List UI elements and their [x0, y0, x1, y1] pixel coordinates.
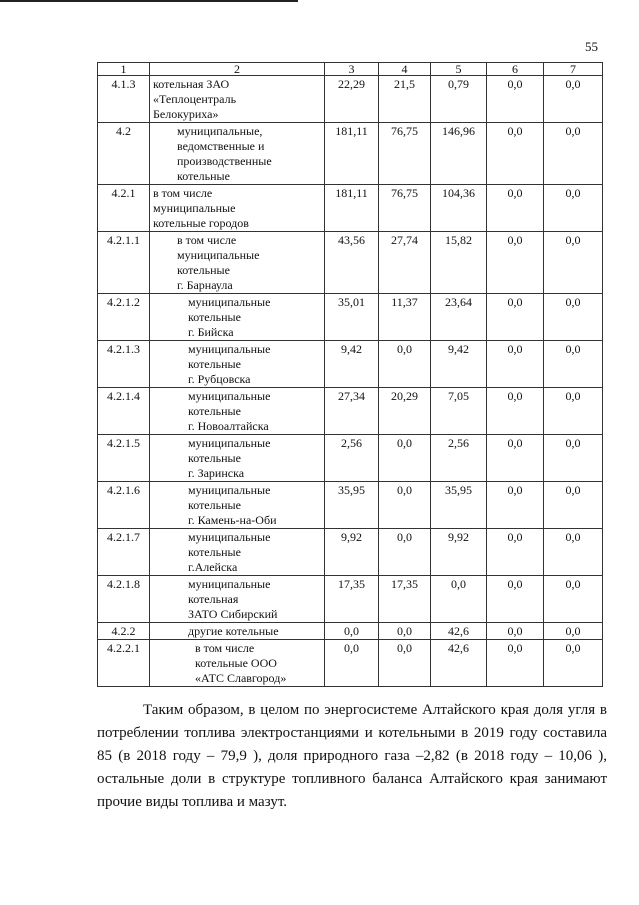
value-cell: 0,0	[487, 529, 544, 576]
row-name	[150, 185, 325, 232]
value-cell: 0,0	[487, 640, 544, 687]
value-cell: 35,95	[431, 482, 487, 529]
table-row	[98, 294, 603, 341]
row-name-line: г. Заринска	[188, 466, 245, 480]
table-row	[98, 232, 603, 294]
row-name-line: котельная ЗАО	[153, 77, 230, 91]
row-name-line: муниципальные	[188, 577, 271, 591]
row-name-line: «АТС Славгород»	[195, 671, 287, 685]
column-header: 4	[379, 63, 431, 76]
table-row	[98, 185, 603, 232]
row-code: 4.2.1.7	[98, 529, 150, 576]
row-name-line: котельные	[177, 169, 230, 183]
table-row	[98, 388, 603, 435]
value-cell: 35,95	[325, 482, 379, 529]
value-cell: 2,56	[431, 435, 487, 482]
row-code: 4.2.1.1	[98, 232, 150, 294]
table-row	[98, 341, 603, 388]
table-row	[98, 435, 603, 482]
value-cell: 0,0	[487, 435, 544, 482]
value-cell: 0,0	[544, 76, 603, 123]
value-cell: 0,0	[431, 576, 487, 623]
value-cell: 7,05	[431, 388, 487, 435]
table-row	[98, 482, 603, 529]
value-cell: 181,11	[325, 123, 379, 185]
row-name-line: в том числе	[177, 233, 237, 247]
value-cell: 23,64	[431, 294, 487, 341]
table-row	[98, 576, 603, 623]
row-name-line: муниципальные	[188, 389, 271, 403]
value-cell: 146,96	[431, 123, 487, 185]
value-cell: 0,0	[487, 185, 544, 232]
row-name	[150, 576, 325, 623]
value-cell: 21,5	[379, 76, 431, 123]
row-name	[150, 76, 325, 123]
row-name	[150, 640, 325, 687]
value-cell: 0,0	[325, 623, 379, 640]
row-name	[150, 435, 325, 482]
value-cell: 0,0	[487, 76, 544, 123]
value-cell: 0,0	[379, 623, 431, 640]
row-code: 4.2.1.6	[98, 482, 150, 529]
value-cell: 20,29	[379, 388, 431, 435]
table-row	[98, 76, 603, 123]
value-cell: 0,0	[544, 123, 603, 185]
row-name-line: котельная	[188, 592, 239, 606]
value-cell: 9,92	[325, 529, 379, 576]
value-cell: 104,36	[431, 185, 487, 232]
row-name-line: муниципальные	[188, 295, 271, 309]
value-cell: 0,0	[544, 185, 603, 232]
row-name	[150, 341, 325, 388]
value-cell: 181,11	[325, 185, 379, 232]
row-name-line: муниципальные	[188, 342, 271, 356]
value-cell: 0,0	[487, 232, 544, 294]
row-name-line: муниципальные	[188, 530, 271, 544]
row-name	[150, 232, 325, 294]
row-name	[150, 388, 325, 435]
row-code: 4.2.1.3	[98, 341, 150, 388]
row-name-line: ведомственные и	[177, 139, 265, 153]
row-code: 4.1.3	[98, 76, 150, 123]
row-name-line: котельные ООО	[195, 656, 277, 670]
row-name-line: г. Новоалтайска	[188, 419, 269, 433]
row-name-line: муниципальные	[177, 248, 260, 262]
row-name-line: г. Барнаула	[177, 278, 233, 292]
row-code: 4.2.1.2	[98, 294, 150, 341]
value-cell: 15,82	[431, 232, 487, 294]
row-name-line: другие котельные	[188, 624, 279, 638]
column-header: 7	[544, 63, 603, 76]
value-cell: 0,0	[487, 576, 544, 623]
fuel-balance-table	[97, 62, 603, 687]
value-cell: 2,56	[325, 435, 379, 482]
row-code: 4.2.1.4	[98, 388, 150, 435]
value-cell: 42,6	[431, 640, 487, 687]
value-cell: 27,74	[379, 232, 431, 294]
value-cell: 0,0	[379, 482, 431, 529]
row-name-line: г. Камень-на-Оби	[188, 513, 277, 527]
row-name-line: котельные	[177, 263, 230, 277]
top-rule	[0, 0, 298, 2]
value-cell: 0,0	[544, 576, 603, 623]
row-name-line: г. Бийска	[188, 325, 234, 339]
row-name-line: г.Алейска	[188, 560, 238, 574]
row-name	[150, 623, 325, 640]
row-name	[150, 482, 325, 529]
value-cell: 35,01	[325, 294, 379, 341]
value-cell: 0,0	[487, 623, 544, 640]
row-name-line: г. Рубцовска	[188, 372, 251, 386]
value-cell: 0,0	[544, 294, 603, 341]
value-cell: 0,0	[544, 529, 603, 576]
row-code: 4.2.1.8	[98, 576, 150, 623]
row-name	[150, 529, 325, 576]
value-cell: 0,0	[487, 482, 544, 529]
value-cell: 42,6	[431, 623, 487, 640]
table-row	[98, 529, 603, 576]
value-cell: 11,37	[379, 294, 431, 341]
row-name-line: муниципальные	[153, 201, 236, 215]
row-name-line: котельные	[188, 404, 241, 418]
row-code: 4.2.2.1	[98, 640, 150, 687]
value-cell: 0,0	[325, 640, 379, 687]
row-name-line: в том числе	[195, 641, 255, 655]
row-name-line: муниципальные	[188, 483, 271, 497]
table-header-row	[98, 63, 603, 76]
value-cell: 0,0	[544, 482, 603, 529]
value-cell: 27,34	[325, 388, 379, 435]
value-cell: 0,0	[544, 388, 603, 435]
value-cell: 0,0	[487, 341, 544, 388]
row-name	[150, 294, 325, 341]
row-name-line: в том числе	[153, 186, 213, 200]
row-name	[150, 123, 325, 185]
value-cell: 43,56	[325, 232, 379, 294]
value-cell: 0,0	[379, 640, 431, 687]
value-cell: 0,0	[487, 123, 544, 185]
page-number: 55	[585, 39, 598, 54]
column-header: 2	[150, 63, 325, 76]
table-row	[98, 640, 603, 687]
value-cell: 76,75	[379, 123, 431, 185]
summary-paragraph: Таким образом, в целом по энергосистеме Алтайского края доля угля в потреблении топлива электростанциями и котельными в 2019 году составила 85 (в 2018 году – 79,9 ), доля природного газа –2,82 (в 2018 году – 10,06 ), остальные доли в структуре топливного баланса Алтайского края занимают прочие виды топлива и мазут.	[97, 702, 607, 810]
value-cell: 0,0	[544, 640, 603, 687]
value-cell: 0,0	[544, 232, 603, 294]
value-cell: 17,35	[379, 576, 431, 623]
table-row	[98, 623, 603, 640]
row-code: 4.2.1.5	[98, 435, 150, 482]
value-cell: 0,79	[431, 76, 487, 123]
value-cell: 0,0	[487, 294, 544, 341]
column-header: 6	[487, 63, 544, 76]
row-code: 4.2.1	[98, 185, 150, 232]
row-name-line: котельные	[188, 310, 241, 324]
column-header: 1	[98, 63, 150, 76]
row-name-line: ЗАТО Сибирский	[188, 607, 278, 621]
row-code: 4.2	[98, 123, 150, 185]
value-cell: 22,29	[325, 76, 379, 123]
column-header: 5	[431, 63, 487, 76]
row-name-line: Белокуриха»	[153, 107, 219, 121]
table-row	[98, 123, 603, 185]
value-cell: 0,0	[487, 388, 544, 435]
column-header: 3	[325, 63, 379, 76]
row-name-line: муниципальные	[188, 436, 271, 450]
value-cell: 0,0	[379, 341, 431, 388]
value-cell: 17,35	[325, 576, 379, 623]
value-cell: 9,92	[431, 529, 487, 576]
value-cell: 9,42	[325, 341, 379, 388]
row-name-line: котельные	[188, 545, 241, 559]
value-cell: 76,75	[379, 185, 431, 232]
value-cell: 0,0	[379, 529, 431, 576]
value-cell: 9,42	[431, 341, 487, 388]
row-name-line: котельные городов	[153, 216, 249, 230]
value-cell: 0,0	[544, 623, 603, 640]
row-name-line: муниципальные,	[177, 124, 263, 138]
row-code: 4.2.2	[98, 623, 150, 640]
value-cell: 0,0	[544, 435, 603, 482]
value-cell: 0,0	[379, 435, 431, 482]
row-name-line: котельные	[188, 451, 241, 465]
row-name-line: производственные	[177, 154, 272, 168]
value-cell: 0,0	[544, 341, 603, 388]
row-name-line: «Теплоцентраль	[153, 92, 237, 106]
row-name-line: котельные	[188, 498, 241, 512]
row-name-line: котельные	[188, 357, 241, 371]
